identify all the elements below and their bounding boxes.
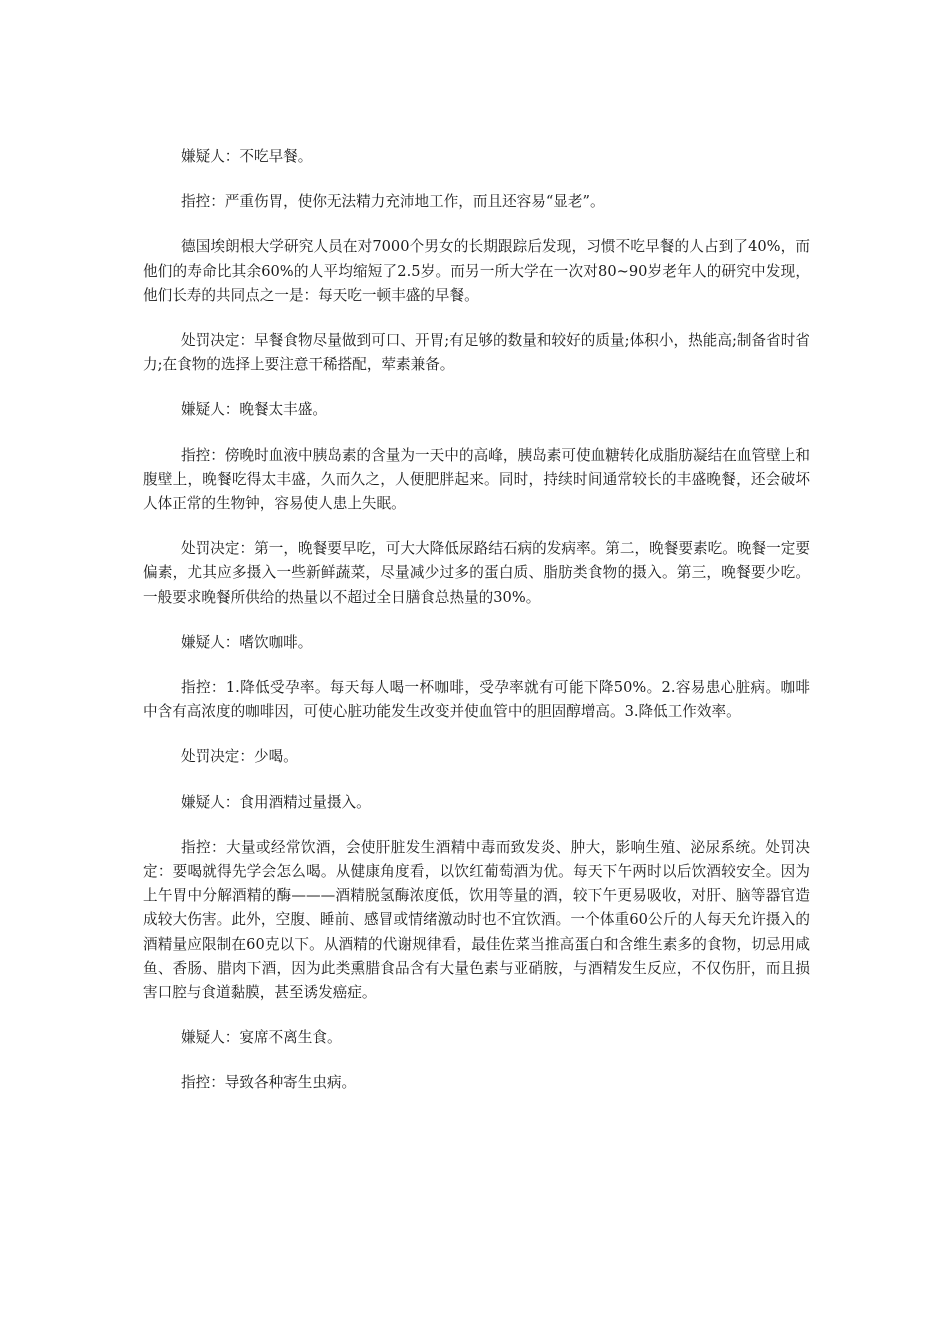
- paragraph-suspect-heavy-dinner: 嫌疑人：晚餐太丰盛。: [181, 401, 327, 419]
- paragraph-suspect-skip-breakfast: 嫌疑人：不吃早餐。: [181, 148, 313, 165]
- paragraph-charge-alcohol: 指控：大量或经常饮酒，会使肝脏发生酒精中毒而致发炎、肿大，影响生殖、泌尿系统。处罚决定：要喝就得先学会怎么喝。从健康角度看，以饮红葡萄酒为优。每天下午两时以后饮酒较安全。因为上午胃中分解酒精的酶———酒精脱氢酶浓度低，饮用等量的酒，较下午更易吸收，对肝、脑等器官造成较大伤害。此外，空腹、睡前、感冒或情绪激动时也不宜饮酒。一个体重60公斤的人每天允许摄入的酒精量应限制在60克以下。从酒精的代谢规律看，最佳佐菜当推高蛋白和含维生素多的食物，切忌用咸鱼、香肠、腊肉下酒，因为此类熏腊食品含有大量色素与亚硝胺，与酒精发生反应，不仅伤肝，而且损害口腔与食道黏膜，甚至诱发癌症。: [143, 838, 810, 1002]
- paragraph-charge-raw-food: 指控：导致各种寄生虫病。: [181, 1074, 357, 1092]
- paragraph-charge-dinner: 指控：傍晚时血液中胰岛素的含量为一天中的高峰，胰岛素可使血糖转化成脂肪凝结在血管壁上和腹壁上，晚餐吃得太丰盛，久而久之，人便肥胖起来。同时，持续时间通常较长的丰盛晚餐，还会破坏人体正常的生物钟，容易使人患上失眠。: [143, 446, 810, 513]
- paragraph-penalty-breakfast: 处罚决定：早餐食物尽量做到可口、开胃;有足够的数量和较好的质量;体积小，热能高;制备省时省力;在食物的选择上要注意干稀搭配，荤素兼备。: [143, 332, 810, 374]
- paragraph-penalty-coffee: 处罚决定：少喝。: [181, 748, 298, 766]
- paragraph-breakfast-study: 德国埃朗根大学研究人员在对7000个男女的长期跟踪后发现，习惯不吃早餐的人占到了40%，而他们的寿命比其余60%的人平均缩短了2.5岁。而另一所大学在一次对80~90岁老年人的研究中发现，他们长寿的共同点之一是：每天吃一顿丰盛的早餐。: [143, 238, 810, 304]
- paragraph-suspect-alcohol: 嫌疑人：食用酒精过量摄入。: [181, 793, 371, 811]
- paragraph-suspect-raw-food: 嫌疑人：宴席不离生食。: [181, 1029, 342, 1047]
- paragraph-suspect-coffee: 嫌疑人：嗜饮咖啡。: [181, 633, 313, 651]
- paragraph-charge-breakfast: 指控：严重伤胃，使你无法精力充沛地工作，而且还容易“显老”。: [181, 193, 605, 211]
- paragraph-penalty-dinner: 处罚决定：第一，晚餐要早吃，可大大降低尿路结石病的发病率。第二，晚餐要素吃。晚餐一定要偏素，尤其应多摄入一些新鲜蔬菜，尽量减少过多的蛋白质、脂肪类食物的摄入。第三，晚餐要少吃。一般要求晚餐所供给的热量以不超过全日膳食总热量的30%。: [143, 540, 810, 606]
- paragraph-charge-coffee: 指控：1.降低受孕率。每天每人喝一杯咖啡，受孕率就有可能下降50%。2.容易患心脏病。咖啡中含有高浓度的咖啡因，可使心脏功能发生改变并使血管中的胆固醇增高。3.降低工作效率。: [143, 679, 810, 721]
